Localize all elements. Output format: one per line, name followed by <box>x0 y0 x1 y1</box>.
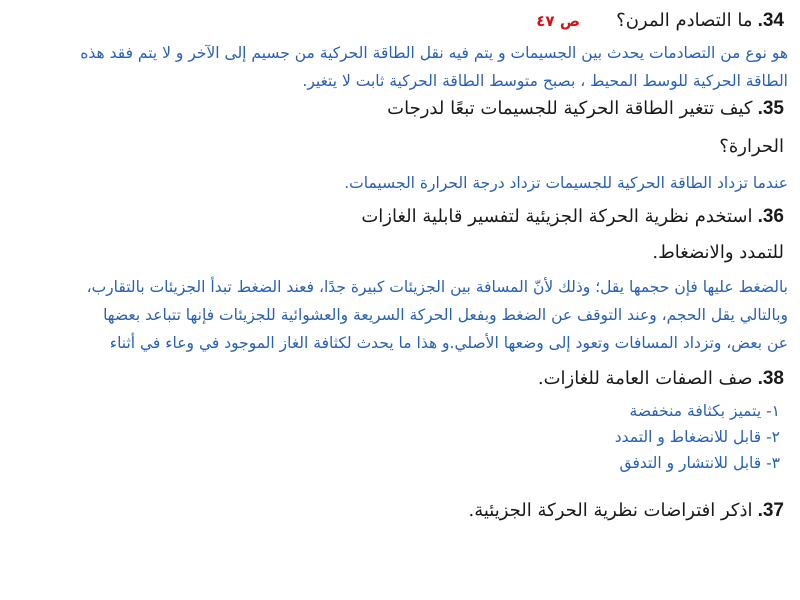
page-reference: ص ٤٧ <box>536 12 580 30</box>
answer-34-line-1: هو نوع من التصادمات يحدث بين الجسيمات و يتم فيه نقل الطاقة الحركية من جسيم إلى الآخر و لا يتم فقد هذه <box>80 44 788 62</box>
question-37 <box>468 500 784 522</box>
question-34-text: ما التصادم المرن؟ <box>616 10 753 31</box>
question-35-text-line-1: كيف تتغير الطاقة الحركية للجسيمات تبعًا لدرجات <box>387 98 753 119</box>
question-37-number: 37. <box>757 500 784 521</box>
answer-38-item-1: ١- يتميز بكثافة منخفضة <box>629 402 780 420</box>
question-36 <box>361 206 784 228</box>
question-36-text-line-2: للتمدد والانضغاط. <box>652 242 784 263</box>
question-38-number: 38. <box>757 368 784 389</box>
answer-38-item-2: ٢- قابل للانضغاط و التمدد <box>614 428 780 446</box>
question-35-number: 35. <box>757 98 784 119</box>
question-37-text: اذكر افتراضات نظرية الحركة الجزيئية. <box>468 500 753 521</box>
question-35-text-line-2: الحرارة؟ <box>719 136 784 157</box>
answer-36-line-1: بالضغط عليها فإن حجمها يقل؛ وذلك لأنّ المسافة بين الجزيئات كبيرة جدًا، فعند الضغط تبدأ الجزيئات بالتقارب، <box>86 278 788 296</box>
answer-34-line-2: الطاقة الحركية للوسط المحيط ، بصبح متوسط الطاقة الحركية ثابت لا يتغير. <box>302 72 788 90</box>
question-38-text: صف الصفات العامة للغازات. <box>537 368 753 389</box>
answer-36-line-3: عن بعض، وتزداد المسافات وتعود إلى وضعها الأصلي.و هذا ما يحدث لكثافة الغاز الموجود في وعاء في أثناء <box>109 334 788 352</box>
question-35 <box>387 98 784 120</box>
question-34-number: 34. <box>757 10 784 31</box>
question-36-text-line-1: استخدم نظرية الحركة الجزيئية لتفسير قابلية الغازات <box>361 206 753 227</box>
question-34 <box>616 10 784 32</box>
question-36-number: 36. <box>757 206 784 227</box>
answer-35: عندما تزداد الطاقة الحركية للجسيمات تزداد درجة الحرارة الجسيمات. <box>344 174 788 192</box>
answer-38-item-3: ٣- قابل للانتشار و التدفق <box>619 454 780 472</box>
answer-36-line-2: وبالتالي يقل الحجم، وعند التوقف عن الضغط وبفعل الحركة السريعة والعشوائية للجزيئات فإنها تتباعد بعضها <box>103 306 788 324</box>
question-38 <box>538 368 784 390</box>
